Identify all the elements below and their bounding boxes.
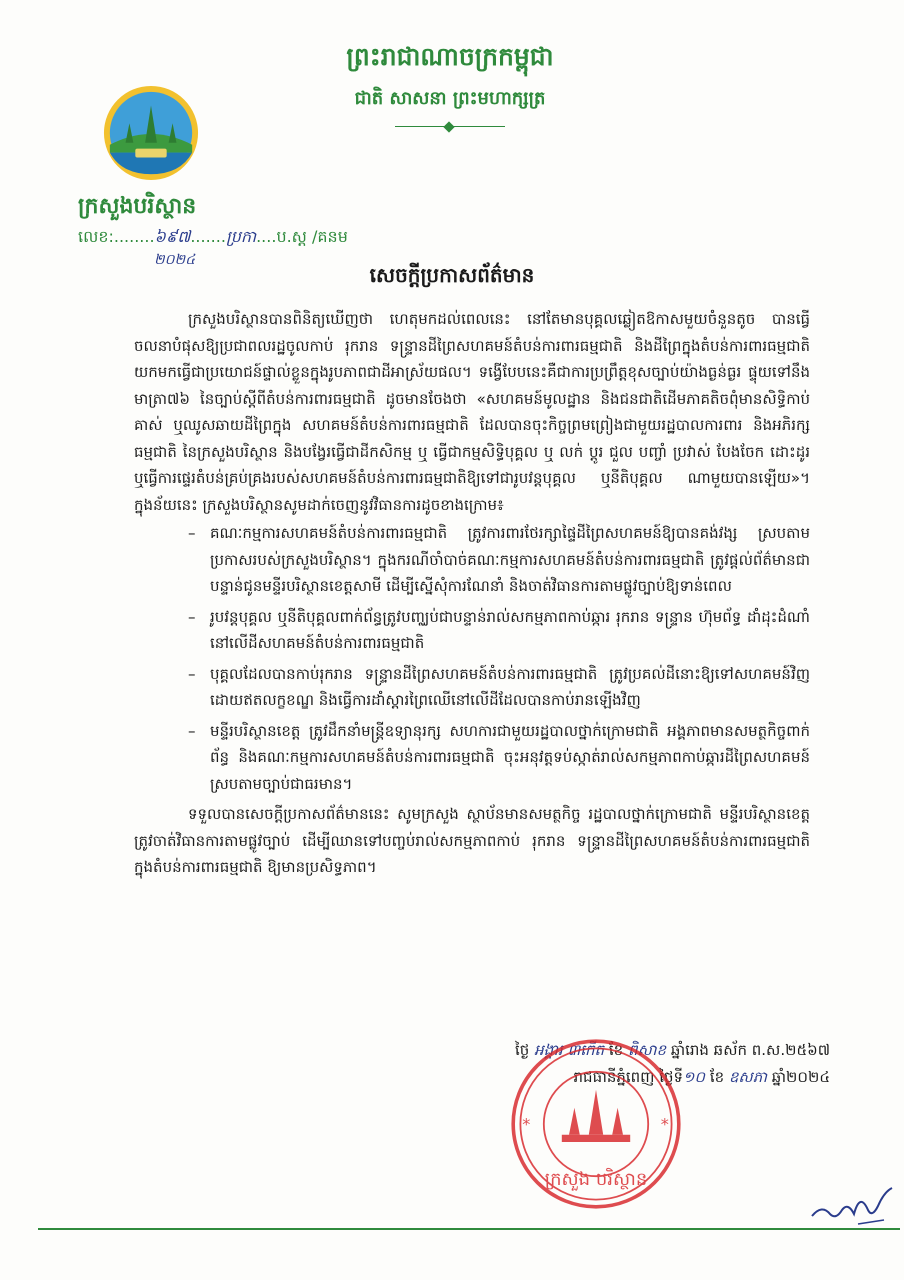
lunar-date: ថ្ងៃ អង្គារ ៣កើត ខែ ពិសាខ ឆ្នាំរោង ឆស័ក ព.ស.២៥៦៧ bbox=[515, 1041, 830, 1059]
ref-label: លេខ:........ bbox=[78, 227, 155, 246]
ministry-logo bbox=[102, 84, 200, 182]
intro-paragraph: ក្រសួងបរិស្ថានបានពិនិត្យឃើញថា ហេតុមកដល់ពេលនេះ នៅតែមានបុគ្គលឆ្លៀតឱកាសមួយចំនួនតូច បានធ្វើចលនាបំផុសឱ្យប្រជាពលរដ្ឋចូលកាប់ រុករាន ទន្ទ្រានដីព្រៃសហគមន៍តំបន់ការពារធម្មជាតិ និងដីព្រៃក្នុងតំបន់ការពារធម្មជាតិ យកមកធ្វើជាប្រយោជន៍ផ្ទាល់ខ្លួនក្នុងរូបភាពជាដីអាស្រ័យផល។ ទង្វើបែបនេះគឺជាការប្រព្រឹត្តខុសច្បាប់យ៉ាងធ្ងន់ធ្ងរ ផ្ទុយទៅនឹងមាត្រា៧៦ នៃច្បាប់ស្តីពីតំបន់ការពារធម្មជាតិ ដូចមានចែងថា «សហគមន៍មូលដ្ឋាន និងជនជាតិដើមភាគតិចពុំមានសិទ្ធិកាប់គាស់ ឬឈូសឆាយដីព្រៃក្នុង សហគមន៍តំបន់ការពារធម្មជាតិ ដែលបានចុះកិច្ចព្រមព្រៀងជាមួយរដ្ឋបាលការពារ និងអភិរក្សធម្មជាតិ នៃក្រសួងបរិស្ថាន និងបង្វែរធ្វើជាដីកសិកម្ម ឬ ធ្វើជាកម្មសិទ្ធិបុគ្គល ឬ លក់ ប្តូរ ជួល បញ្ចាំ ប្រវាស់ បែងចែក ដោះដូរ ឬធ្វើការផ្ទេរតំបន់គ្រប់គ្រងរបស់សហគមន៍តំបន់ការពារធម្មជាតិឱ្យទៅជារូបវន្តបុគ្គល ឬនីតិបុគ្គល ណាមួយបានឡើយ»។ ក្នុងន័យនេះ ក្រសួងបរិស្ថានសូមដាក់ចេញនូវវិធានការដូចខាងក្រោម៖ bbox=[134, 310, 810, 514]
svg-text:*: * bbox=[660, 1114, 669, 1134]
document-body bbox=[134, 306, 810, 881]
svg-text:*: * bbox=[522, 1114, 531, 1134]
ref-number: ៦៩៧ bbox=[154, 227, 191, 246]
measures-list bbox=[188, 520, 810, 797]
seal-text: ក្រសួង បរិស្ថាន bbox=[544, 1169, 648, 1191]
measure-item: – រូបវន្តបុគ្គល ឬនីតិបុគ្គលពាក់ព័ន្ធត្រូវបញ្ឈប់ជាបន្ទាន់រាល់សកម្មភាពកាប់ឆ្ការ រុករាន ទន្ទ្រាន ហ៊ុមព័ទ្ធ ដាំដុះដំណាំនៅលើដីសហគមន៍តំបន់ការពារធម្មជាតិ bbox=[188, 607, 810, 652]
measure-item: – គណៈកម្មការសហគមន៍តំបន់ការពារធម្មជាតិ ត្រូវការពារថែរក្សាផ្ទៃដីព្រៃសហគមន៍ឱ្យបានគង់វង្ស ស្របតាមប្រកាសរបស់ក្រសួងបរិស្ថាន។ ក្នុងករណីចាំបាច់គណៈកម្មការសហគមន៍តំបន់ការពារធម្មជាតិ ត្រូវផ្តល់ព័ត៌មានជាបន្ទាន់ជូនមន្ទីរបរិស្ថានខេត្តសាមី ដើម្បីស្នើសុំការណែនាំ និងចាត់វិធានការតាមផ្លូវច្បាប់ឱ្យទាន់ពេល bbox=[188, 524, 810, 595]
kingdom-title: ព្រះរាជាណាចក្រកម្ពុជា bbox=[346, 42, 554, 71]
signature bbox=[808, 1180, 898, 1230]
ornament-divider bbox=[395, 123, 505, 131]
ref-mid: ....... bbox=[190, 227, 226, 246]
solar-date: រាជធានីភ្នំពេញ ថ្ងៃទី១០ ខែ ឧសភា ឆ្នាំ២០២៤ bbox=[573, 1068, 830, 1086]
footer-divider bbox=[38, 1228, 900, 1230]
national-motto: ជាតិ សាសនា ព្រះមហាក្សត្រ bbox=[354, 88, 546, 109]
ministry-name: ក្រសួងបរិស្ថាន bbox=[78, 194, 197, 219]
official-seal bbox=[506, 1034, 686, 1214]
closing-paragraph: ទទួលបានសេចក្តីប្រកាសព័ត៌មាននេះ សូមក្រសួង ស្ថាប័នមានសមត្ថកិច្ច រដ្ឋបាលថ្នាក់ក្រោមជាតិ មន្ទីរបរិស្ថានខេត្ត ត្រូវចាត់វិធានការតាមផ្លូវច្បាប់ ដើម្បីឈានទៅបញ្ចប់រាល់សកម្មភាពកាប់ រុករាន ទន្ទ្រានដីព្រៃសហគមន៍តំបន់ការពារធម្មជាតិ ក្នុងតំបន់ការពារធម្មជាតិ ឱ្យមានប្រសិទ្ធភាព។ bbox=[134, 805, 810, 876]
document-title: សេចក្តីប្រកាសព័ត៌មាន bbox=[369, 263, 535, 287]
ref-suffix: ....ប.ស្ត /គនម bbox=[256, 227, 348, 246]
ref-code: ប្រកា bbox=[225, 227, 257, 246]
kingdom-header bbox=[300, 42, 600, 131]
ref-year: ២០២៤ bbox=[154, 252, 196, 268]
measure-item: – បុគ្គលដែលបានកាប់រុករាន ទន្ទ្រានដីព្រៃសហគមន៍តំបន់ការពារធម្មជាតិ ត្រូវប្រគល់ដីនោះឱ្យទៅសហគមន៍វិញដោយឥតលក្ខខណ្ឌ និងធ្វើការដាំស្តារព្រៃឈើនៅលើដីដែលបានកាប់រានឡើងវិញ bbox=[188, 664, 810, 709]
measure-item: – មន្ទីរបរិស្ថានខេត្ត ត្រូវដឹកនាំមន្ត្រីឧទ្យានុរក្ស សហការជាមួយរដ្ឋបាលថ្នាក់ក្រោមជាតិ អង្គភាពមានសមត្ថកិច្ចពាក់ព័ន្ធ និងគណៈកម្មការសហគមន៍តំបន់ការពារធម្មជាតិ ចុះអនុវត្តទប់ស្កាត់រាល់សកម្មភាពកាប់ឆ្ការដីព្រៃសហគមន៍ ស្របតាមច្បាប់ជាធរមាន។ bbox=[188, 721, 810, 793]
